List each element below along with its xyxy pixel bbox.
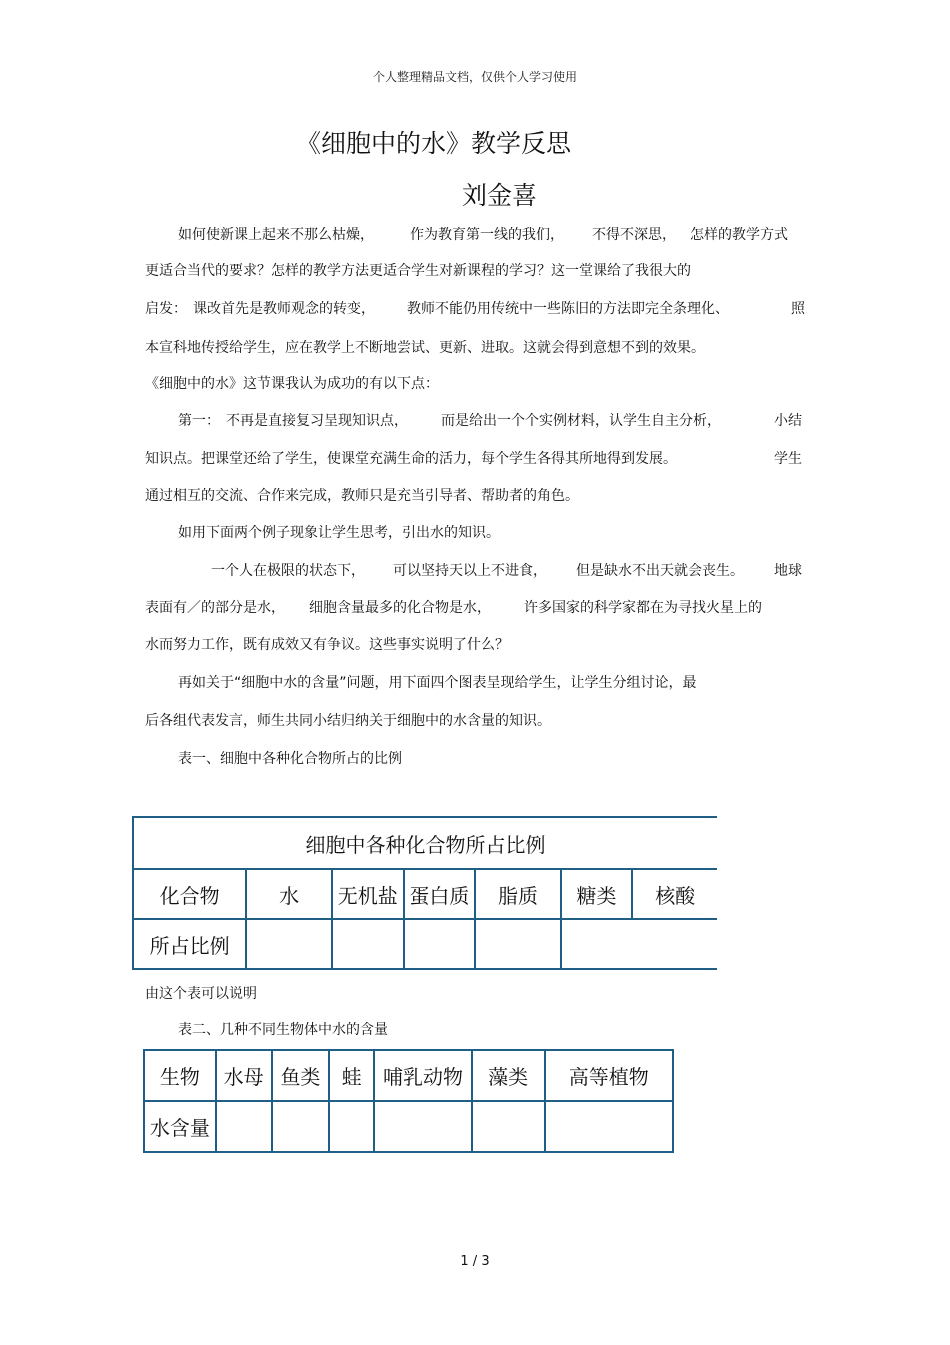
text-line: 通过相互的交流、合作来完成，教师只是充当引导者、帮助者的角色。 xyxy=(145,488,579,504)
compound-ratio-table xyxy=(132,816,717,970)
text-line: 可以坚持天以上不进食， xyxy=(393,563,547,579)
table2-header-cell: 哺乳动物 xyxy=(374,1050,472,1101)
table1-header-cell: 糖类 xyxy=(561,869,633,919)
text-line: 不再是直接复习呈现知识点， xyxy=(226,413,408,429)
table1-header-cell: 化合物 xyxy=(133,869,246,919)
text-line: 再如关于“细胞中水的含量”问题，用下面四个图表呈现给学生，让学生分组讨论，最 xyxy=(178,675,697,691)
table1-note: 由这个表可以说明 xyxy=(145,986,257,1002)
text-line: 第一： xyxy=(178,413,220,429)
table2-empty-cell xyxy=(216,1101,272,1152)
table1-empty-cell xyxy=(561,919,717,969)
text-line: 本宣科地传授给学生，应在教学上不断地尝试、更新、进取。这就会得到意想不到的效果。 xyxy=(145,340,705,356)
text-line: 小结 xyxy=(774,413,802,429)
text-line: 启发： xyxy=(145,301,187,317)
table2-header-cell: 藻类 xyxy=(472,1050,545,1101)
text-line: 如用下面两个例子现象让学生思考，引出水的知识。 xyxy=(178,525,500,541)
text-line: 许多国家的科学家都在为寻找火星上的 xyxy=(524,600,762,616)
water-content-table xyxy=(143,1049,674,1153)
text-line: 但是缺水不出天就会丧生。 xyxy=(576,563,744,579)
text-line: 教师不能仍用传统中一些陈旧的方法即完全条理化、 xyxy=(407,301,729,317)
table2-empty-cell xyxy=(472,1101,545,1152)
table1-empty-cell xyxy=(332,919,404,969)
text-line: 而是给出一个个实例材料，认学生自主分析， xyxy=(441,413,721,429)
text-line: 课改首先是教师观念的转变， xyxy=(193,301,375,317)
table2-header-cell: 鱼类 xyxy=(272,1050,330,1101)
text-line: 水而努力工作，既有成效又有争议。这些事实说明了什么？ xyxy=(145,637,509,653)
text-line: 《细胞中的水》这节课我认为成功的有以下点： xyxy=(145,376,439,392)
table2-header-cell: 蛙 xyxy=(329,1050,374,1101)
text-line: 更适合当代的要求？怎样的教学方法更适合学生对新课程的学习？这一堂课给了我很大的 xyxy=(145,263,691,279)
document-title: 《细胞中的水》教学反思 xyxy=(296,129,572,158)
table1-caption: 细胞中各种化合物所占比例 xyxy=(133,817,717,869)
table1-label: 表一、细胞中各种化合物所占的比例 xyxy=(178,751,402,767)
page-header: 个人整理精品文档，仅供个人学习使用 xyxy=(372,70,577,84)
text-line: 学生 xyxy=(774,451,802,467)
table2-header-cell: 生物 xyxy=(144,1050,216,1101)
table2-header-cell: 水母 xyxy=(216,1050,272,1101)
table1-header-cell: 核酸 xyxy=(632,869,717,919)
table1-empty-cell xyxy=(246,919,332,969)
text-line: 地球 xyxy=(774,563,802,579)
text-line: 如何使新课上起来不那么枯燥， xyxy=(178,227,374,243)
text-line: 知识点。把课堂还给了学生，使课堂充满生命的活力，每个学生各得其所地得到发展。 xyxy=(145,451,677,467)
text-line: 怎样的教学方式 xyxy=(690,227,788,243)
author-name: 刘金喜 xyxy=(462,181,538,210)
table1-header-cell: 无机盐 xyxy=(332,869,404,919)
text-line: 表面有／的部分是水， xyxy=(145,600,285,616)
text-line: 作为教育第一线的我们， xyxy=(410,227,564,243)
text-line: 不得不深思， xyxy=(592,227,676,243)
table1-header-cell: 蛋白质 xyxy=(404,869,476,919)
text-line: 一个人在极限的状态下， xyxy=(211,563,365,579)
table2-label: 表二、几种不同生物体中水的含量 xyxy=(178,1022,388,1038)
table2-empty-cell xyxy=(329,1101,374,1152)
text-line: 细胞含量最多的化合物是水， xyxy=(309,600,491,616)
table2-header-cell: 高等植物 xyxy=(545,1050,673,1101)
text-line: 后各组代表发言，师生共同小结归纳关于细胞中的水含量的知识。 xyxy=(145,713,551,729)
text-line: 照 xyxy=(791,301,805,317)
table2-empty-cell xyxy=(545,1101,673,1152)
table2-empty-cell xyxy=(374,1101,472,1152)
table1-empty-cell xyxy=(404,919,476,969)
table1-header-cell: 水 xyxy=(246,869,332,919)
page-number: 1 / 3 xyxy=(460,1254,490,1269)
table1-row-label: 所占比例 xyxy=(133,919,246,969)
table2-empty-cell xyxy=(272,1101,330,1152)
table1-header-cell: 脂质 xyxy=(475,869,561,919)
table1-empty-cell xyxy=(475,919,561,969)
table2-row-label: 水含量 xyxy=(144,1101,216,1152)
